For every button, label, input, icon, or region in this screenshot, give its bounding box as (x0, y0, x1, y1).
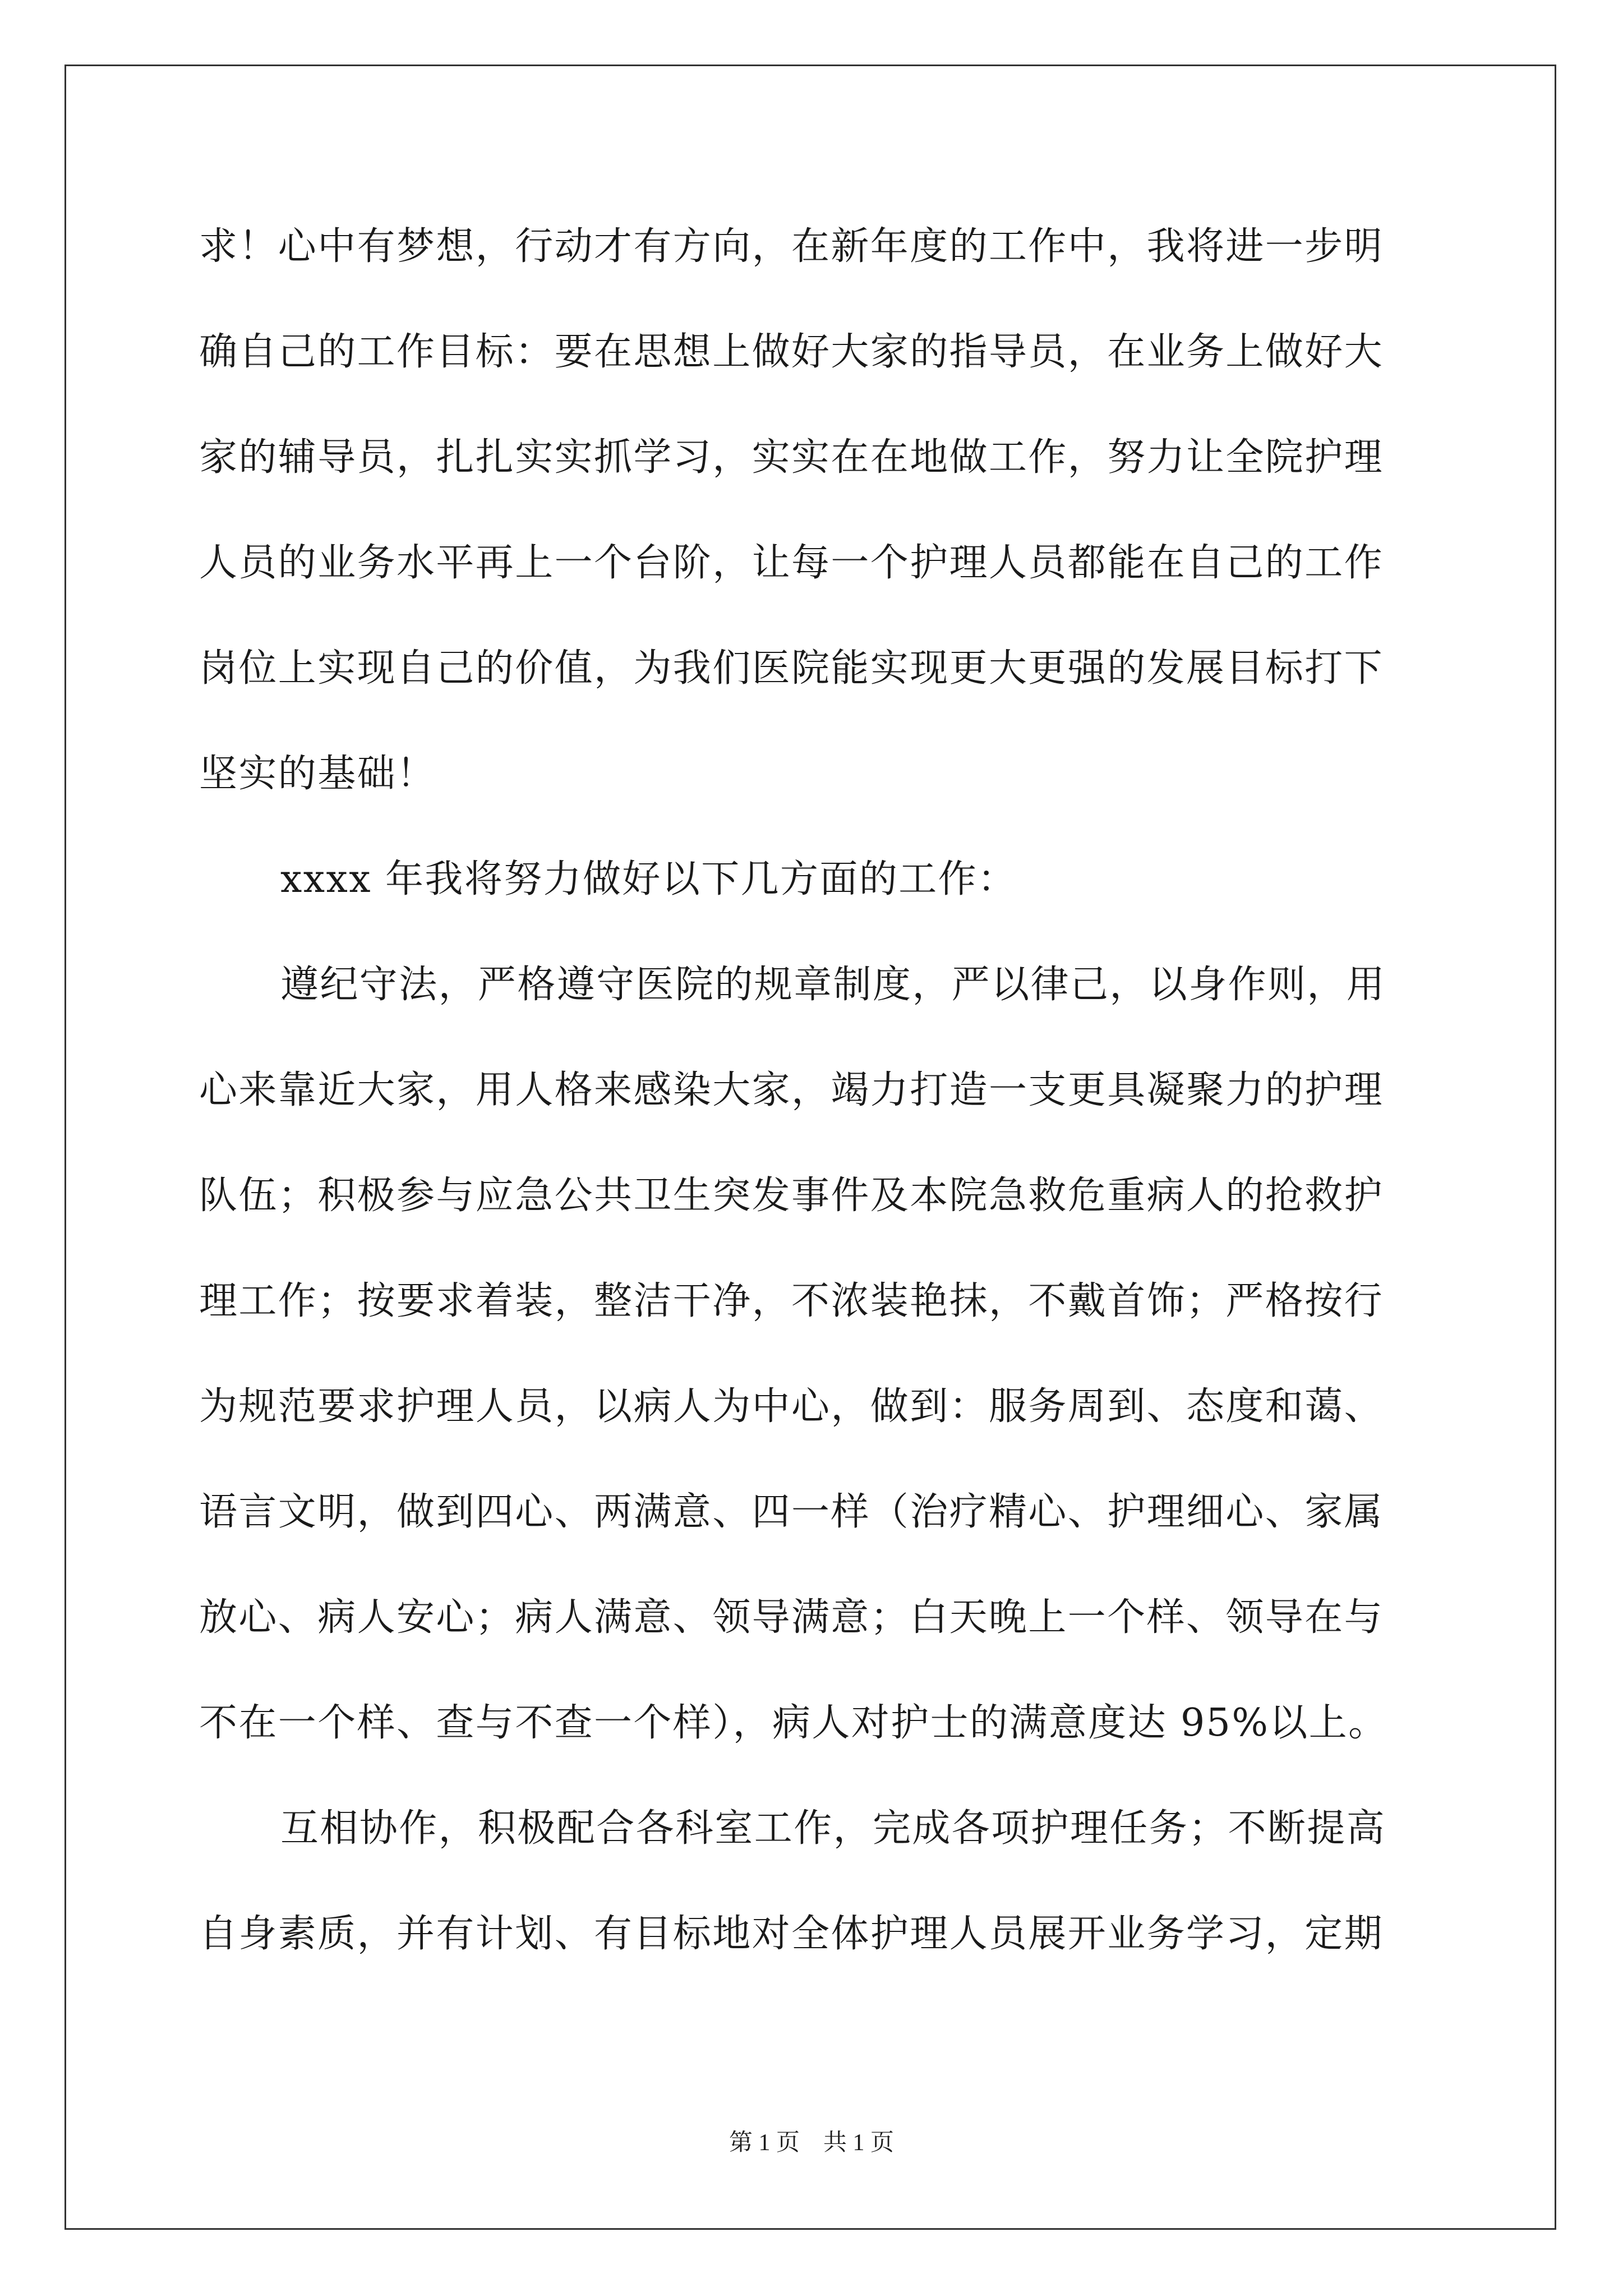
text-line: 放心、病人安心；病人满意、领导满意；白天晚上一个样、领导在与 (199, 1595, 1384, 1640)
text-line: 心来靠近大家，用人格来感染大家，竭力打造一支更具凝聚力的护理 (199, 1068, 1384, 1112)
text-line: 理工作；按要求着装，整洁干净，不浓装艳抹，不戴首饰；严格按行 (199, 1279, 1384, 1323)
text-line: 人员的业务水平再上一个台阶，让每一个护理人员都能在自己的工作 (199, 541, 1384, 585)
paragraph-start-line: 遵纪守法，严格遵守医院的规章制度，严以律己，以身作则，用 (280, 963, 1386, 1007)
text-line: 坚实的基础！ (199, 752, 436, 796)
page-footer: 第 1 页 共 1 页 (728, 2130, 894, 2156)
page-border (64, 65, 1556, 2230)
paragraph-start-line: xxxx 年我将努力做好以下几方面的工作： (280, 857, 1017, 901)
text-line: 语言文明，做到四心、两满意、四一样（治疗精心、护理细心、家属 (199, 1490, 1384, 1534)
text-line: 家的辅导员，扎扎实实抓学习，实实在在地做工作，努力让全院护理 (199, 435, 1384, 480)
text-line: 确自己的工作目标：要在思想上做好大家的指导员，在业务上做好大 (199, 330, 1384, 374)
text-line: 队伍；积极参与应急公共卫生突发事件及本院急救危重病人的抢救护 (199, 1174, 1384, 1218)
paragraph-start-line: 互相协作，积极配合各科室工作，完成各项护理任务；不断提高 (280, 1806, 1386, 1851)
text-line: 自身素质，并有计划、有目标地对全体护理人员展开业务学习，定期 (199, 1912, 1384, 1956)
text-line: 不在一个样、查与不查一个样），病人对护士的满意度达 95%以上。 (199, 1701, 1388, 1745)
text-line: 求！心中有梦想，行动才有方向，在新年度的工作中，我将进一步明 (199, 224, 1384, 269)
text-line: 为规范要求护理人员，以病人为中心，做到：服务周到、态度和蔼、 (199, 1384, 1384, 1429)
text-line: 岗位上实现自己的价值，为我们医院能实现更大更强的发展目标打下 (199, 646, 1384, 691)
